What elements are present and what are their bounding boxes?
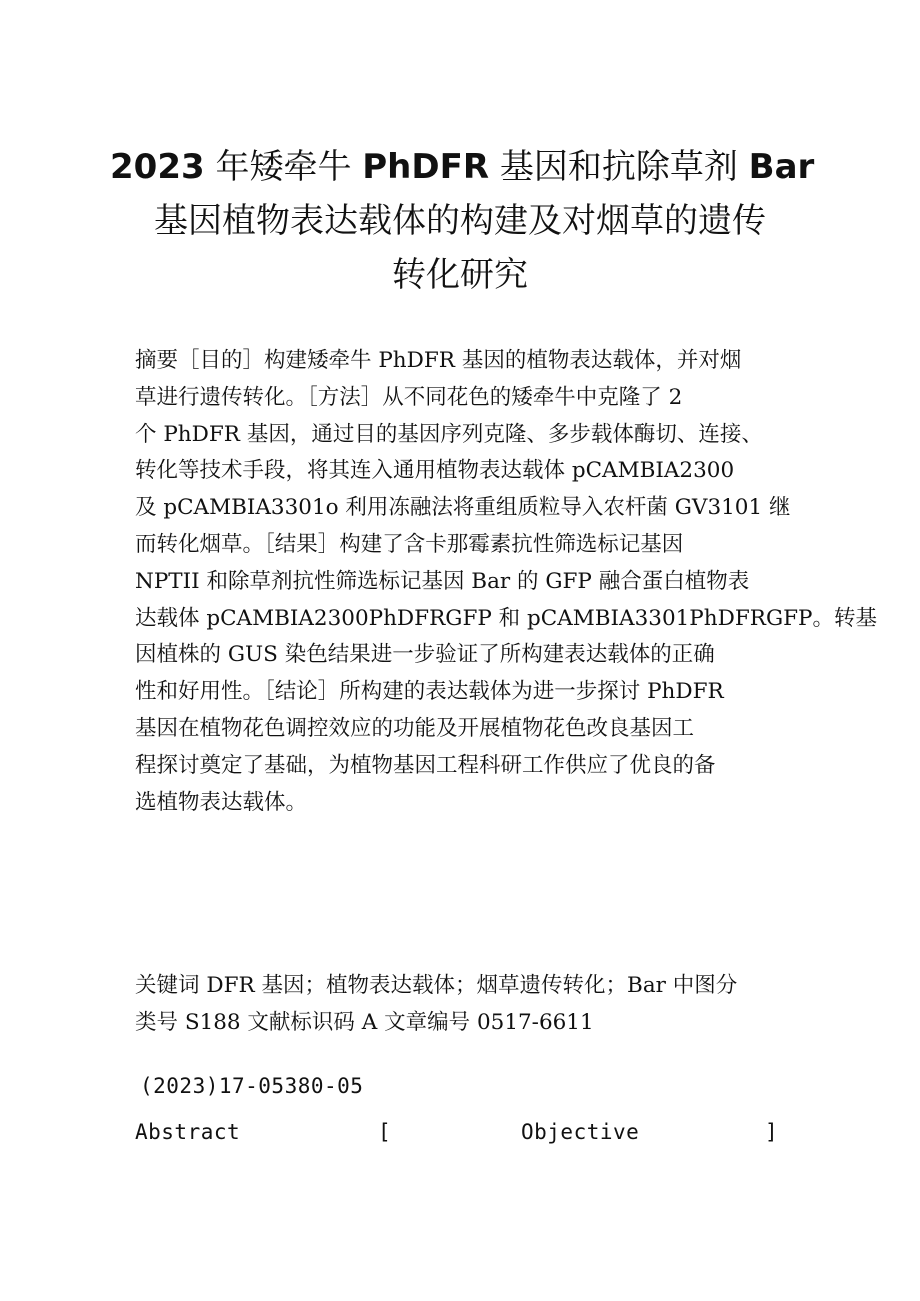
- abstract-line: 因植株的 GUS 染色结果进一步验证了所构建表达载体的正确: [135, 642, 715, 668]
- english-abstract-heading: [135, 1114, 785, 1150]
- abstract-line: 个 PhDFR 基因，通过目的基因序列克隆、多步载体酶切、连接、: [135, 421, 763, 447]
- title-year: 2023: [110, 147, 205, 187]
- abstract-line: 及 pCAMBIA3301o 利用冻融法将重组质粒导入农杆菌 GV3101 继: [135, 495, 791, 521]
- abstract-line: 程探讨奠定了基础，为植物基因工程科研工作供应了优良的备: [135, 752, 716, 778]
- title-line-3: 转化研究: [392, 255, 528, 295]
- abstract-line: 转化等技术手段，将其连入通用植物表达载体 pCAMBIA2300: [135, 458, 735, 484]
- abstract-line: 摘要［目的］构建矮牵牛 PhDFR 基因的植物表达载体，并对烟: [135, 348, 742, 373]
- title-text-a: 年矮牵牛: [204, 147, 363, 187]
- title-line-1: [110, 140, 815, 194]
- abstract-line: 性和好用性。［结论］所构建的表达载体为进一步探讨 PhDFR: [135, 679, 724, 705]
- abstract-line: 草进行遗传转化。［方法］从不同花色的矮牵牛中克隆了 2: [135, 384, 683, 410]
- article-number-suffix: (2023)17-05380-05: [140, 1074, 364, 1098]
- abstract-line: 达载体 pCAMBIA2300PhDFRGFP 和 pCAMBIA3301PhDFRGFP。转基: [135, 605, 878, 631]
- abstract-label: Abstract: [135, 1120, 241, 1144]
- paper-title: [110, 140, 815, 302]
- abstract-line: NPTII 和除草剂抗性筛选标记基因 Bar 的 GFP 融合蛋白植物表: [135, 568, 750, 594]
- chinese-abstract: [135, 343, 878, 821]
- title-text-b: 基因和抗除草剂: [489, 147, 749, 187]
- keywords-block: [135, 968, 790, 1042]
- left-bracket: [: [378, 1120, 392, 1144]
- abstract-line: 基因在植物花色调控效应的功能及开展植物花色改良基因工: [135, 715, 695, 741]
- right-bracket: ]: [765, 1120, 779, 1144]
- classification-line: 类号 S188 文献标识码 A 文章编号 0517-6611: [135, 1009, 594, 1035]
- abstract-line: 而转化烟草。［结果］构建了含卡那霉素抗性筛选标记基因: [135, 531, 684, 557]
- title-bar-gene: Bar: [748, 147, 815, 187]
- abstract-line: 选植物表达载体。: [135, 789, 308, 815]
- keywords-line: 关键词 DFR 基因；植物表达载体；烟草遗传转化；Bar 中图分: [135, 973, 738, 998]
- title-gene-name: PhDFR: [362, 147, 490, 187]
- title-line-2: 基因植物表达载体的构建及对烟草的遗传: [154, 201, 766, 241]
- objective-label: Objective: [521, 1120, 640, 1144]
